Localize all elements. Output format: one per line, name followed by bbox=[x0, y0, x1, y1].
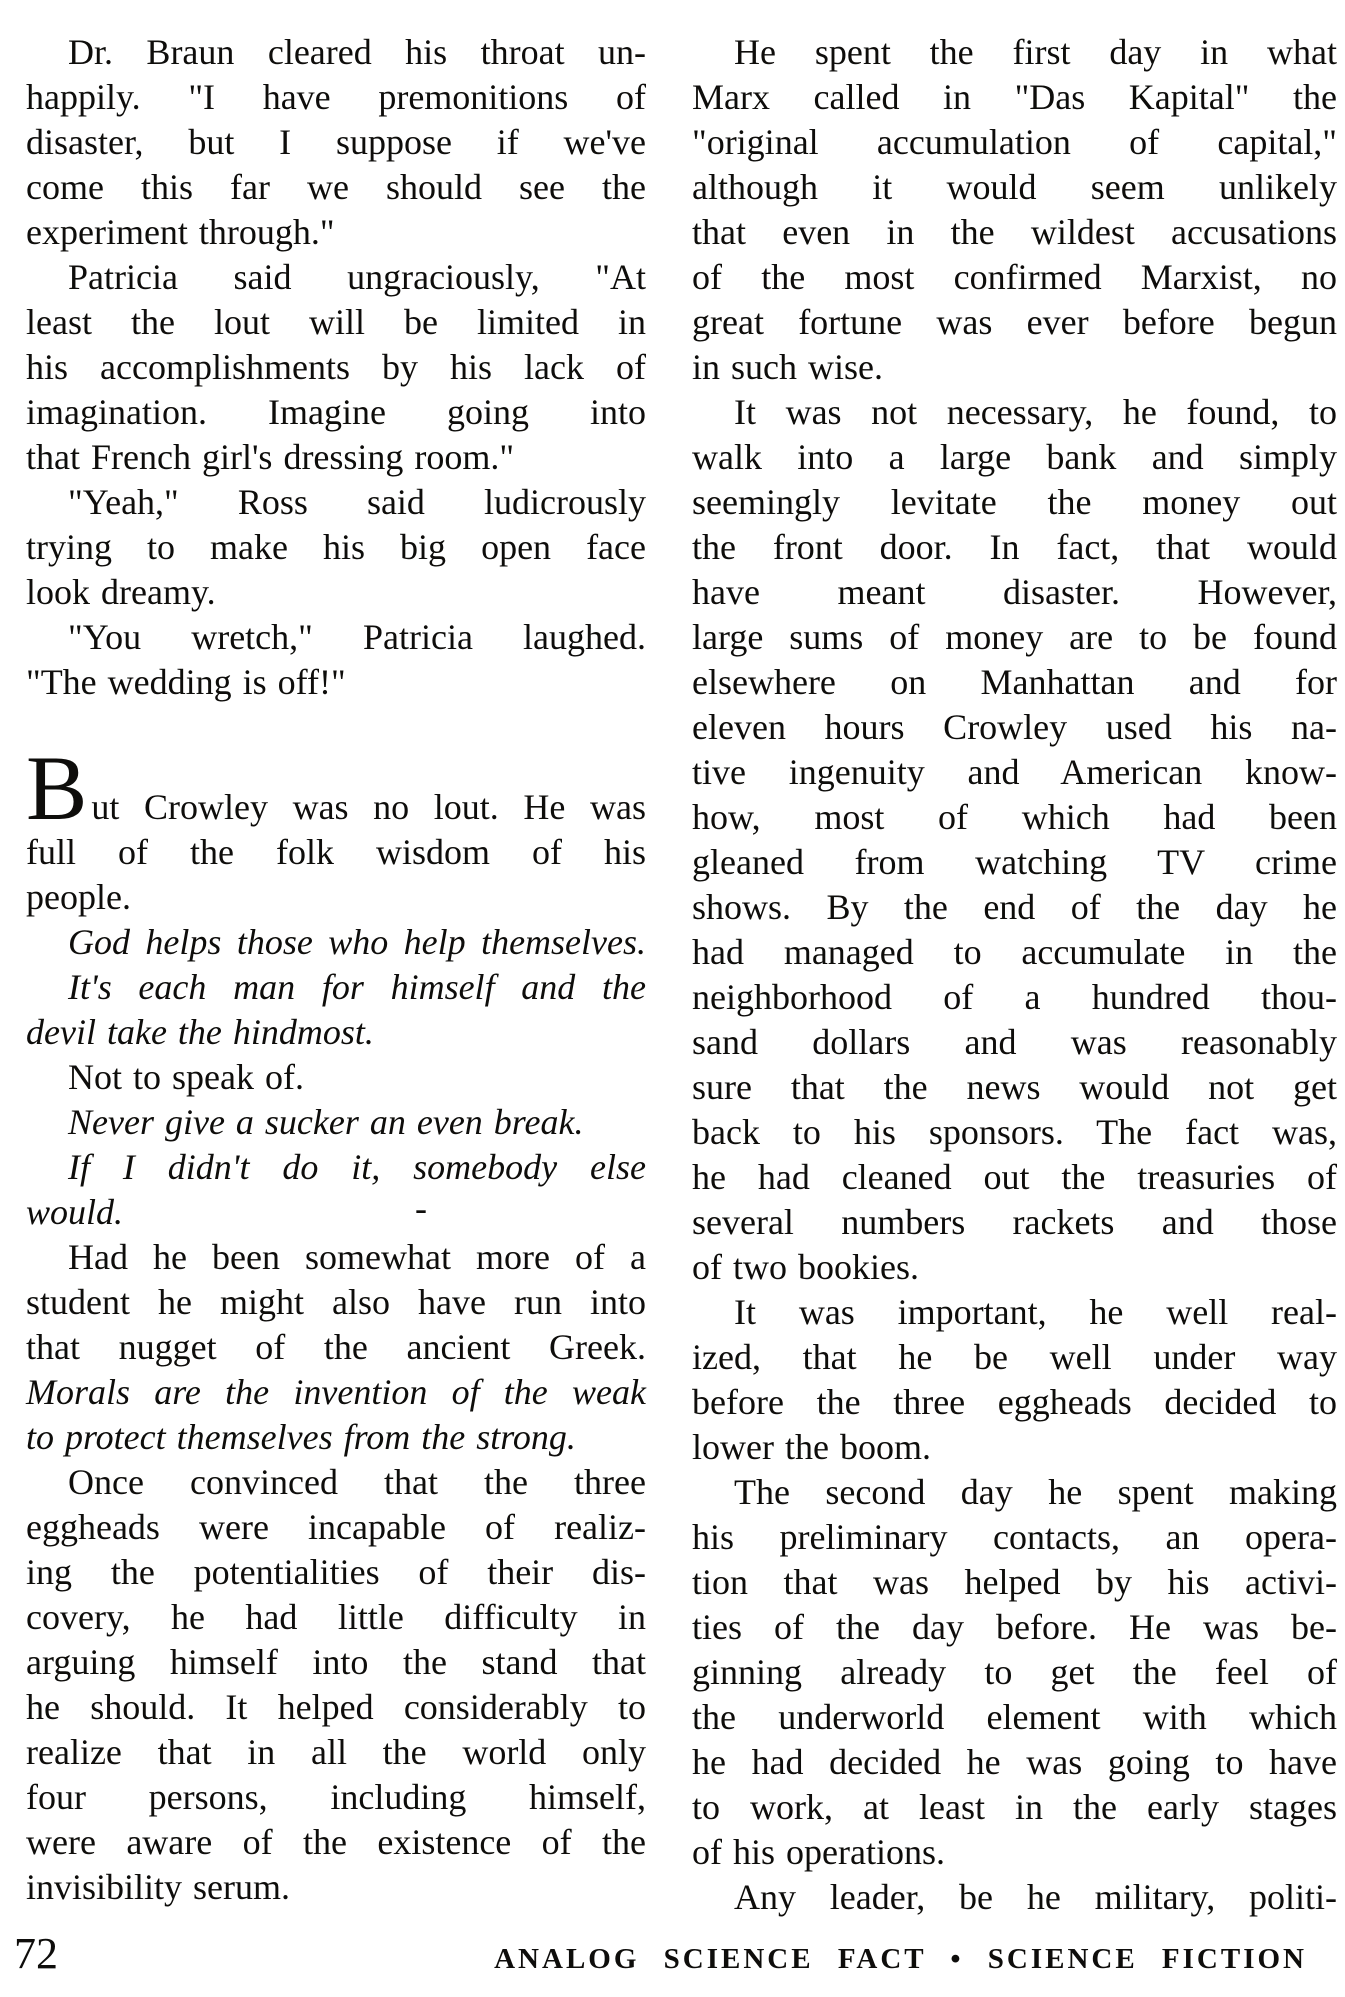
text-line: invisibility serum. bbox=[26, 1867, 291, 1907]
text-line: tive ingenuity and American know- bbox=[692, 752, 1337, 792]
text-line: least the lout will be limited in bbox=[26, 302, 646, 342]
text-line: "Yeah," Ross said ludicrously bbox=[68, 482, 646, 522]
text-line: student he might also have run into bbox=[26, 1282, 646, 1322]
text-line: covery, he had little difficulty in bbox=[26, 1597, 646, 1637]
paragraph bbox=[692, 1875, 1337, 1920]
text-line: he had decided he was going to have bbox=[692, 1742, 1337, 1782]
text-line: It was important, he well real- bbox=[734, 1292, 1337, 1332]
text-line: ized, that he be well under way bbox=[692, 1337, 1337, 1377]
text-line: The second day he spent making bbox=[734, 1472, 1337, 1512]
text-line: that even in the wildest accusations bbox=[692, 212, 1337, 252]
paragraph bbox=[26, 480, 646, 615]
page-footer bbox=[14, 1930, 1307, 1983]
paragraph bbox=[26, 1235, 646, 1460]
text-line: If I didn't do it, somebody else bbox=[68, 1147, 646, 1187]
scan-artifact-dash: - bbox=[415, 1188, 427, 1228]
text-line: It was not necessary, he found, to bbox=[734, 392, 1337, 432]
text-line: He spent the first day in what bbox=[734, 32, 1337, 72]
text-line: in such wise. bbox=[692, 347, 883, 387]
text-line: Had he been somewhat more of a bbox=[68, 1237, 646, 1277]
paragraph bbox=[26, 30, 646, 255]
paragraph bbox=[692, 30, 1337, 390]
text-line: Marx called in "Das Kapital" the bbox=[692, 77, 1337, 117]
text-line: Patricia said ungraciously, "At bbox=[68, 257, 646, 297]
text-line: trying to make his big open face bbox=[26, 527, 646, 567]
text-line: several numbers rackets and those bbox=[692, 1202, 1337, 1242]
text-line: "The wedding is off!" bbox=[26, 662, 346, 702]
text-line: realize that in all the world only bbox=[26, 1732, 646, 1772]
text-line: large sums of money are to be found bbox=[692, 617, 1337, 657]
paragraph bbox=[26, 1145, 646, 1235]
paragraph bbox=[26, 737, 646, 920]
text-line: lower the boom. bbox=[692, 1427, 931, 1467]
paragraph bbox=[692, 1290, 1337, 1470]
text-line: come this far we should see the bbox=[26, 167, 646, 207]
text-line: were aware of the existence of the bbox=[26, 1822, 646, 1862]
text-line: It's each man for himself and the bbox=[68, 967, 646, 1007]
text-line: sure that the news would not get bbox=[692, 1067, 1337, 1107]
text-line: his accomplishments by his lack of bbox=[26, 347, 646, 387]
text-line: sand dollars and was reasonably bbox=[692, 1022, 1337, 1062]
text-line: had managed to accumulate in the bbox=[692, 932, 1337, 972]
paragraph bbox=[26, 920, 646, 965]
text-line: before the three eggheads decided to bbox=[692, 1382, 1337, 1422]
text-line: shows. By the end of the day he bbox=[692, 887, 1337, 927]
paragraph bbox=[692, 1470, 1337, 1875]
paragraph bbox=[26, 615, 646, 705]
paragraph bbox=[26, 965, 646, 1055]
text-line: although it would seem unlikely bbox=[692, 167, 1337, 207]
text-line: elsewhere on Manhattan and for bbox=[692, 662, 1337, 702]
text-line: "You wretch," Patricia laughed. bbox=[68, 617, 646, 657]
text-line: neighborhood of a hundred thou- bbox=[692, 977, 1337, 1017]
text-line: experiment through." bbox=[26, 212, 335, 252]
paragraph bbox=[26, 1460, 646, 1910]
text-line: that nugget of the ancient Greek. bbox=[26, 1327, 646, 1367]
magazine-title: ANALOG SCIENCE FACT • SCIENCE FICTION bbox=[494, 1943, 1307, 1975]
text-line: four persons, including himself, bbox=[26, 1777, 646, 1817]
text-line: of his operations. bbox=[692, 1832, 945, 1872]
text-line: that French girl's dressing room." bbox=[26, 437, 515, 477]
left-column bbox=[26, 30, 646, 1910]
text-line: walk into a large bank and simply bbox=[692, 437, 1337, 477]
drop-cap-initial: B bbox=[26, 737, 89, 839]
text-line: Dr. Braun cleared his throat un- bbox=[68, 32, 646, 72]
text-line: his preliminary contacts, an opera- bbox=[692, 1517, 1337, 1557]
text-line: people. bbox=[26, 877, 131, 917]
text-line: But Crowley was no lout. He was bbox=[26, 737, 646, 839]
paragraph bbox=[692, 390, 1337, 1290]
text-line: eggheads were incapable of realiz- bbox=[26, 1507, 646, 1547]
text-line: would. bbox=[26, 1192, 124, 1232]
text-line: of two bookies. bbox=[692, 1247, 919, 1287]
text-line: arguing himself into the stand that bbox=[26, 1642, 646, 1682]
text-line: he had cleaned out the treasuries of bbox=[692, 1157, 1337, 1197]
text-line: full of the folk wisdom of his bbox=[26, 832, 646, 872]
text-line: Not to speak of. bbox=[68, 1057, 304, 1097]
text-line: how, most of which had been bbox=[692, 797, 1337, 837]
section-break bbox=[26, 705, 646, 785]
text-line: ginning already to get the feel of bbox=[692, 1652, 1337, 1692]
text-line: Never give a sucker an even break. bbox=[68, 1102, 584, 1142]
text-line: Morals are the invention of the weak bbox=[26, 1372, 646, 1412]
text-line: the underworld element with which bbox=[692, 1697, 1337, 1737]
paragraph bbox=[26, 1100, 646, 1145]
right-column bbox=[692, 30, 1337, 1920]
text-line: great fortune was ever before begun bbox=[692, 302, 1337, 342]
page-number: 72 bbox=[14, 1929, 58, 1978]
text-line: of the most confirmed Marxist, no bbox=[692, 257, 1337, 297]
text-line: tion that was helped by his activi- bbox=[692, 1562, 1337, 1602]
text-line: ties of the day before. He was be- bbox=[692, 1607, 1337, 1647]
paragraph bbox=[26, 255, 646, 480]
text-line: devil take the hindmost. bbox=[26, 1012, 374, 1052]
paragraph bbox=[26, 1055, 646, 1100]
text-line: he should. It helped considerably to bbox=[26, 1687, 646, 1727]
text-line: look dreamy. bbox=[26, 572, 216, 612]
text-line: Once convinced that the three bbox=[68, 1462, 646, 1502]
text-line: imagination. Imagine going into bbox=[26, 392, 646, 432]
text-line: gleaned from watching TV crime bbox=[692, 842, 1337, 882]
text-line: Any leader, be he military, politi- bbox=[734, 1877, 1337, 1917]
text-line: "original accumulation of capital," bbox=[692, 122, 1337, 162]
text-line: the front door. In fact, that would bbox=[692, 527, 1337, 567]
text-line: back to his sponsors. The fact was, bbox=[692, 1112, 1337, 1152]
text-line: disaster, but I suppose if we've bbox=[26, 122, 646, 162]
text-line: seemingly levitate the money out bbox=[692, 482, 1337, 522]
text-line: to protect themselves from the strong. bbox=[26, 1417, 576, 1457]
text-line: ing the potentialities of their dis- bbox=[26, 1552, 646, 1592]
text-line: happily. "I have premonitions of bbox=[26, 77, 646, 117]
text-line: have meant disaster. However, bbox=[692, 572, 1337, 612]
text-line: to work, at least in the early stages bbox=[692, 1787, 1337, 1827]
text-line: eleven hours Crowley used his na- bbox=[692, 707, 1337, 747]
text-line: God helps those who help themselves. bbox=[68, 922, 646, 962]
